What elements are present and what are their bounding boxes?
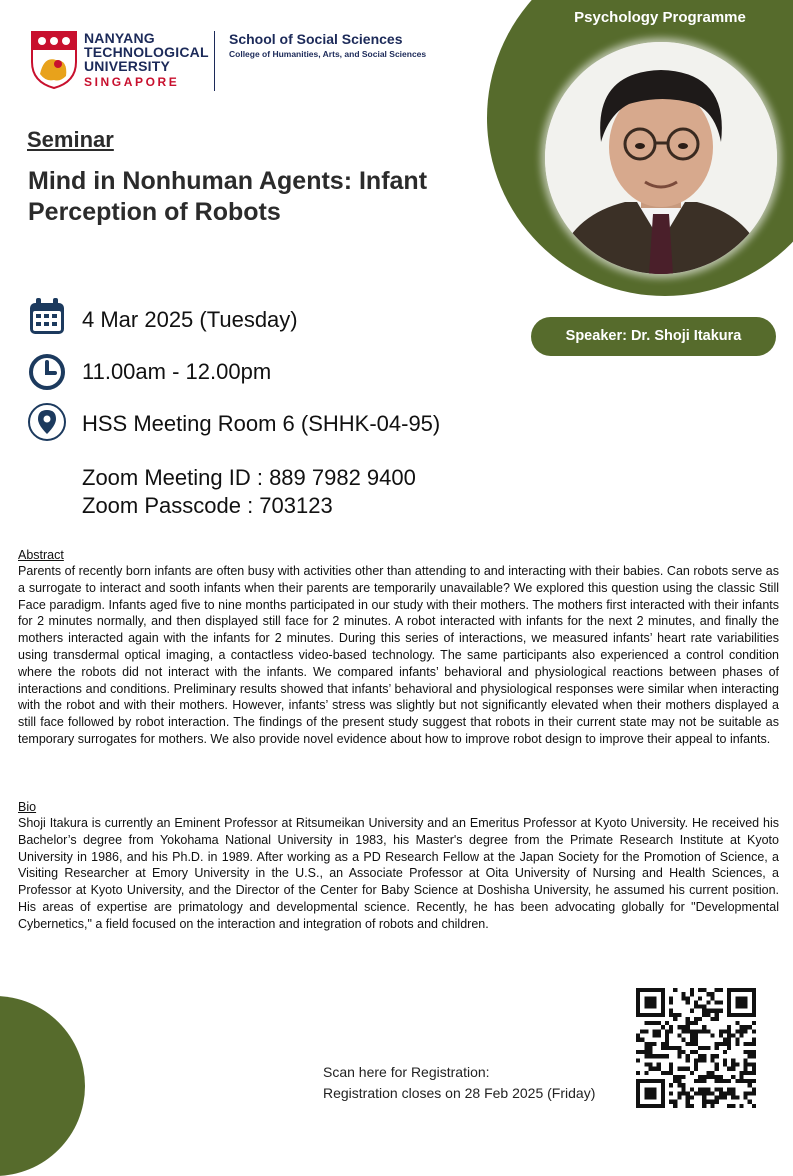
registration-qr-code[interactable] [636,988,756,1108]
ntu-line-4: SINGAPORE [84,75,180,89]
seminar-label: Seminar [27,127,114,152]
school-name: School of Social Sciences [229,31,403,47]
calendar-icon [27,297,67,337]
speaker-portrait-illustration [545,42,777,274]
abstract-text: Parents of recently born infants are often busy with activities other than attending to and interacting with their babies. Can robots serve as a surrogate to interact and sooth infants when their parents are temporarily unavailable? We explored this question using the classic Still Face paradigm. Infants aged five to nine months participated in our study with their mothers. The mothers first interacted with their infants for 2 minutes normally, and then displayed still face for 2 minutes. A robot interacted with infants for the next 2 minutes, and finally the mothers interacted again with the infants for 2 minutes. During this series of interactions, we measured infants’ heart rate variabilities using transdermal optical imaging, a contactless video-based technology. The same participants also experienced a control condition where the robots did not interact with the infants. We compared infants’ behavioral and physiological reactions between phases of interactions and conditions. Preliminary results showed that infants’ behavioral and physiological responses were similar when interacting with the robot and with their mothers. However, infants’ stress was slightly but not significantly elevated when their mothers displayed a still face followed by robot interaction. The findings of the present study suggest that robots in their current state may not be suitable as temporary surrogates for mothers. We also provide novel evidence about how to improve robot design to improve their appeal to infants. [18,564,779,746]
seminar-title: Mind in Nonhuman Agents: Infant Perception of Robots [28,167,428,226]
college-name: College of Humanities, Arts, and Social Sciences [229,49,427,59]
ntu-line-1: NANYANG [84,30,155,46]
zoom-meeting-id: Zoom Meeting ID : 889 7982 9400 [82,465,416,490]
ntu-wordmark [84,31,209,89]
speaker-photo [545,42,777,274]
programme-label: Psychology Programme [574,9,746,26]
clock-icon [27,352,67,392]
registration-scan-text: Scan here for Registration: [323,1064,490,1080]
logo-divider [214,31,215,91]
bio-text: Shoji Itakura is currently an Eminent Professor at Ritsumeikan University and an Emeritus Professor at Kyoto University. He received his Bachelor’s degree from Yokohama National University in 1983, his Master's degree from the Primate Research Institute at Kyoto University in 1986, and his Ph.D. in 1989. After working as a PD Research Fellow at the Japan Society for the Promotion of Science, a Visiting Researcher at Emory University in the U.S., an Associate Professor at Oita University of Nursing and Health Sciences, a Professor at Kyoto University, and the Director of the Center for Baby Science at Doshisha University, he assumed his current position. His areas of expertise are primatology and developmental science. Recently, he has been advocating globally for "Developmental Cybernetics," a field focused on the interaction and integration of robots and children. [18,816,779,931]
bio-heading: Bio [18,800,37,814]
location-pin-icon [27,402,67,442]
registration-deadline: Registration closes on 28 Feb 2025 (Friday) [323,1085,596,1101]
event-time: 11.00am - 12.00pm [82,359,272,384]
ntu-crest-logo [30,30,78,90]
event-date: 4 Mar 2025 (Tuesday) [82,307,298,332]
abstract-heading: Abstract [18,548,64,562]
ntu-line-2: TECHNOLOGICAL [84,44,209,60]
speaker-badge: Speaker: Dr. Shoji Itakura [531,317,776,356]
decorative-bottom-circle [0,996,85,1176]
zoom-passcode: Zoom Passcode : 703123 [82,493,333,518]
event-location: HSS Meeting Room 6 (SHHK-04-95) [82,411,441,436]
ntu-line-3: UNIVERSITY [84,58,171,74]
